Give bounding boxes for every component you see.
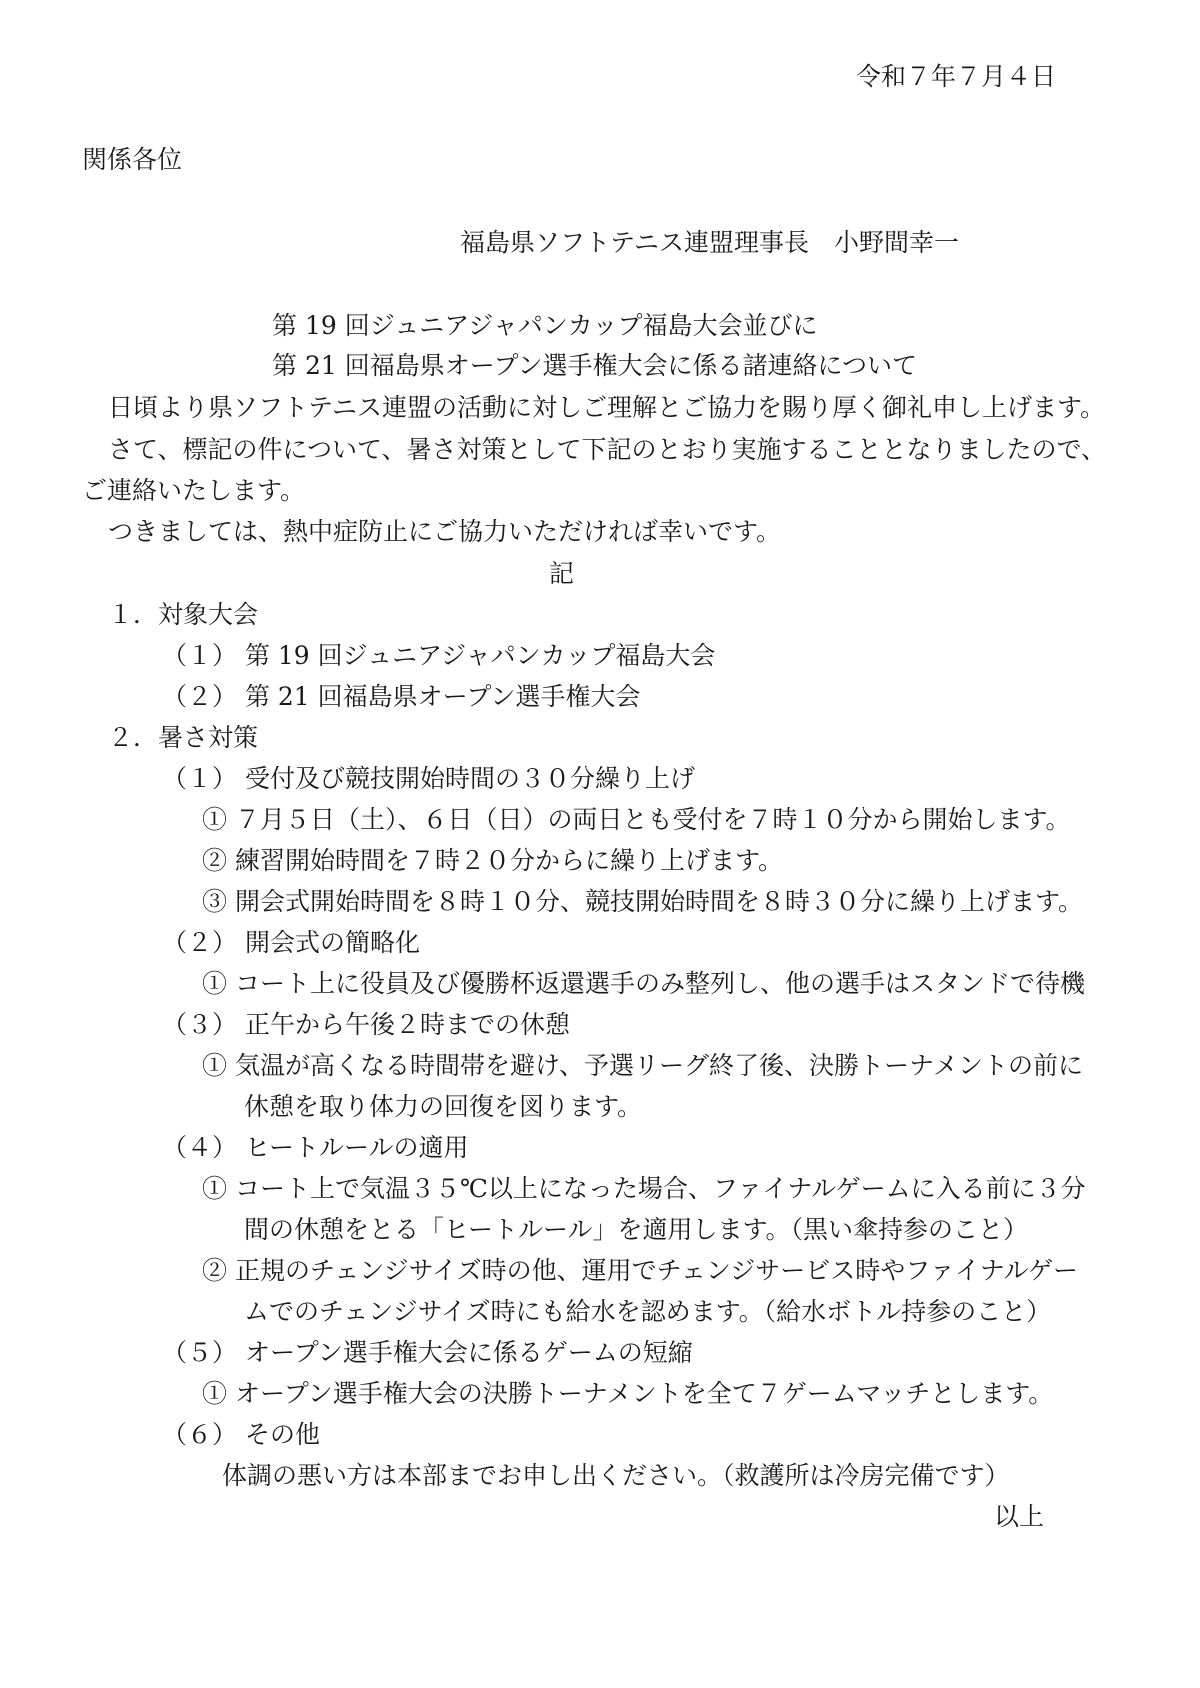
addressee: 関係各位 — [82, 145, 183, 174]
subsection-4-item-1-line-1: ① コート上で気温３５℃以上になった場合、ファイナルゲームに入る前に３分 — [202, 1174, 1086, 1203]
subsection-1-heading: （１） 受付及び競技開始時間の３０分繰り上げ — [162, 764, 695, 793]
subsection-6-text: 体調の悪い方は本部までお申し出ください。（救護所は冷房完備です） — [222, 1461, 1010, 1490]
subsection-3-item-1-line-1: ① 気温が高くなる時間帯を避け、予選リーグ終了後、決勝トーナメントの前に — [202, 1051, 1083, 1080]
title-line-2: 第 21 回福島県オープン選手権大会に係る諸連絡について — [272, 351, 917, 380]
subsection-4-heading: （４） ヒートルールの適用 — [162, 1133, 469, 1162]
document-date: 令和７年７月４日 — [856, 62, 1057, 91]
section-1-item-1: （１） 第 19 回ジュニアジャパンカップ福島大会 — [162, 641, 716, 670]
subsection-1-item-1: ① ７月５日（土）、６日（日）の両日とも受付を７時１０分から開始します。 — [202, 805, 1071, 834]
subsection-5-item-1: ① オープン選手権大会の決勝トーナメントを全て７ゲームマッチとします。 — [202, 1379, 1054, 1408]
sender: 福島県ソフトテニス連盟理事長 小野間幸一 — [460, 228, 960, 257]
subsection-5-heading: （５） オープン選手権大会に係るゲームの短縮 — [162, 1338, 693, 1367]
section-2-heading: ２．暑さ対策 — [108, 723, 259, 752]
subsection-2-item-1: ① コート上に役員及び優勝杯返還選手のみ整列し、他の選手はスタンドで待機 — [202, 969, 1085, 998]
closing-ijo: 以上 — [994, 1502, 1045, 1531]
subsection-3-item-1-line-2: 休憩を取り体力の回復を図ります。 — [244, 1092, 643, 1121]
body-paragraph-1: 日頃より県ソフトテニス連盟の活動に対しご理解とご協力を賜り厚く御礼申し上げます。 — [108, 393, 1106, 422]
subsection-1-item-2: ② 練習開始時間を７時２０分からに繰り上げます。 — [202, 846, 783, 875]
title-line-1: 第 19 回ジュニアジャパンカップ福島大会並びに — [272, 311, 818, 340]
body-paragraph-3: つきましては、熱中症防止にご協力いただければ幸いです。 — [108, 517, 782, 546]
ki-heading: 記 — [549, 559, 575, 588]
subsection-4-item-1-line-2: 間の休憩をとる「ヒートルール」を適用します。（黒い傘持参のこと） — [244, 1215, 1029, 1244]
section-1-heading: １．対象大会 — [108, 600, 259, 629]
body-paragraph-2-line-1: さて、標記の件について、暑さ対策として下記のとおり実施することとなりましたので、 — [108, 435, 1107, 464]
subsection-4-item-2-line-1: ② 正規のチェンジサイズ時の他、運用でチェンジサービス時やファイナルゲー — [202, 1256, 1078, 1285]
subsection-3-heading: （３） 正午から午後２時までの休憩 — [162, 1010, 570, 1039]
subsection-1-item-3: ③ 開会式開始時間を８時１０分、競技開始時間を８時３０分に繰り上げます。 — [202, 887, 1083, 916]
body-paragraph-2-line-2: ご連絡いたします。 — [82, 476, 306, 505]
section-1-item-2: （２） 第 21 回福島県オープン選手権大会 — [162, 682, 641, 711]
subsection-6-heading: （６） その他 — [162, 1420, 320, 1449]
subsection-2-heading: （２） 開会式の簡略化 — [162, 928, 420, 957]
subsection-4-item-2-line-2: ムでのチェンジサイズ時にも給水を認めます。（給水ボトル持参のこと） — [244, 1297, 1052, 1326]
